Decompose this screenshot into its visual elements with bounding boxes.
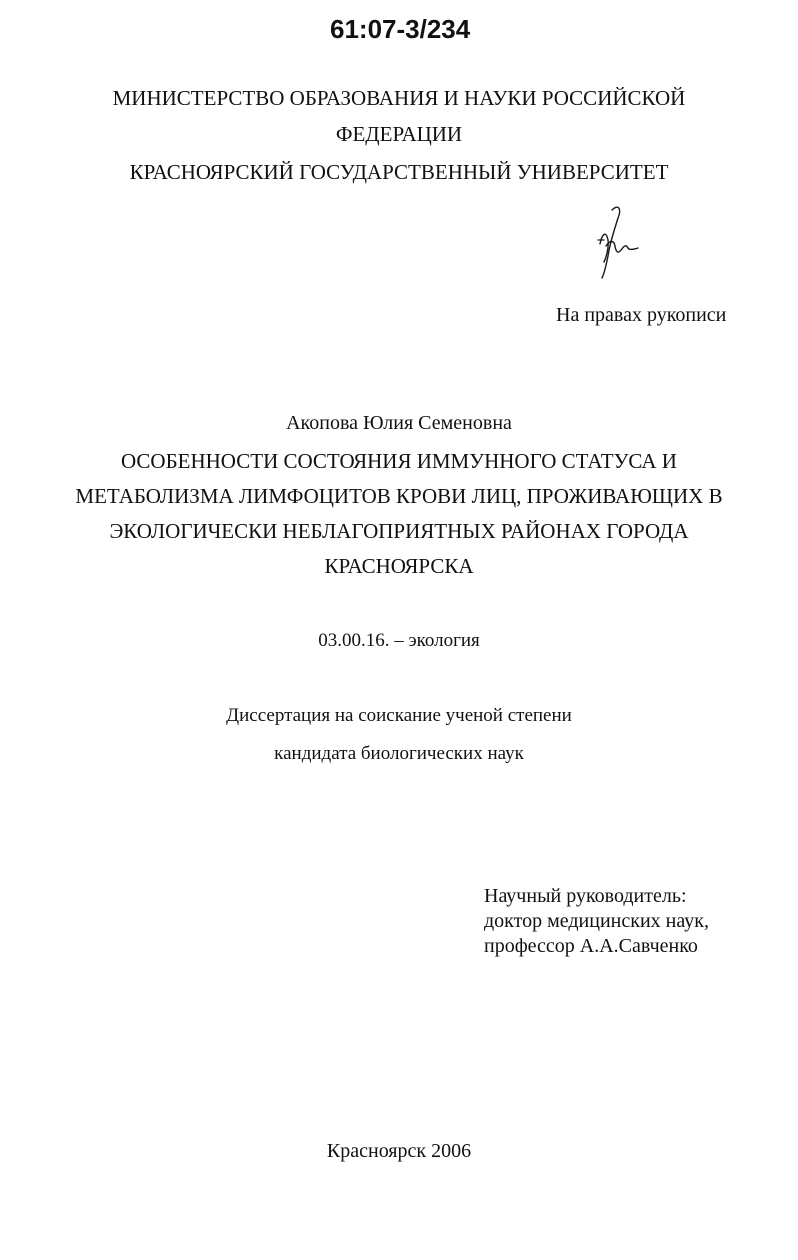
supervisor-label: Научный руководитель: bbox=[484, 885, 687, 907]
degree-line-1: Диссертация на соискание ученой степени bbox=[226, 705, 572, 726]
specialty-code: 03.00.16. – экология bbox=[318, 630, 480, 651]
ministry-line-1: МИНИСТЕРСТВО ОБРАЗОВАНИЯ И НАУКИ РОССИЙСКОЙ bbox=[112, 86, 686, 110]
signature-icon bbox=[588, 200, 648, 280]
thesis-title-line: ЭКОЛОГИЧЕСКИ НЕБЛАГОПРИЯТНЫХ РАЙОНАХ ГОРОДА bbox=[109, 519, 689, 543]
rights-note: На правах рукописи bbox=[556, 304, 727, 326]
degree-line-2: кандидата биологических наук bbox=[274, 743, 524, 764]
city-year: Красноярск 2006 bbox=[326, 1140, 472, 1162]
supervisor-name: профессор А.А.Савченко bbox=[484, 935, 698, 957]
thesis-title-line: МЕТАБОЛИЗМА ЛИМФОЦИТОВ КРОВИ ЛИЦ, ПРОЖИВАЮЩИХ В bbox=[75, 484, 723, 508]
ministry-line-2: ФЕДЕРАЦИИ bbox=[335, 122, 463, 146]
supervisor-rank: доктор медицинских наук, bbox=[484, 910, 709, 932]
author-name: Акопова Юлия Семеновна bbox=[286, 412, 512, 434]
thesis-title-line: КРАСНОЯРСКА bbox=[324, 554, 474, 578]
university-name: КРАСНОЯРСКИЙ ГОСУДАРСТВЕННЫЙ УНИВЕРСИТЕТ bbox=[129, 160, 669, 184]
archive-code: 61:07-3/234 bbox=[330, 14, 471, 44]
thesis-title-line: ОСОБЕННОСТИ СОСТОЯНИЯ ИММУННОГО СТАТУСА И bbox=[121, 449, 677, 473]
